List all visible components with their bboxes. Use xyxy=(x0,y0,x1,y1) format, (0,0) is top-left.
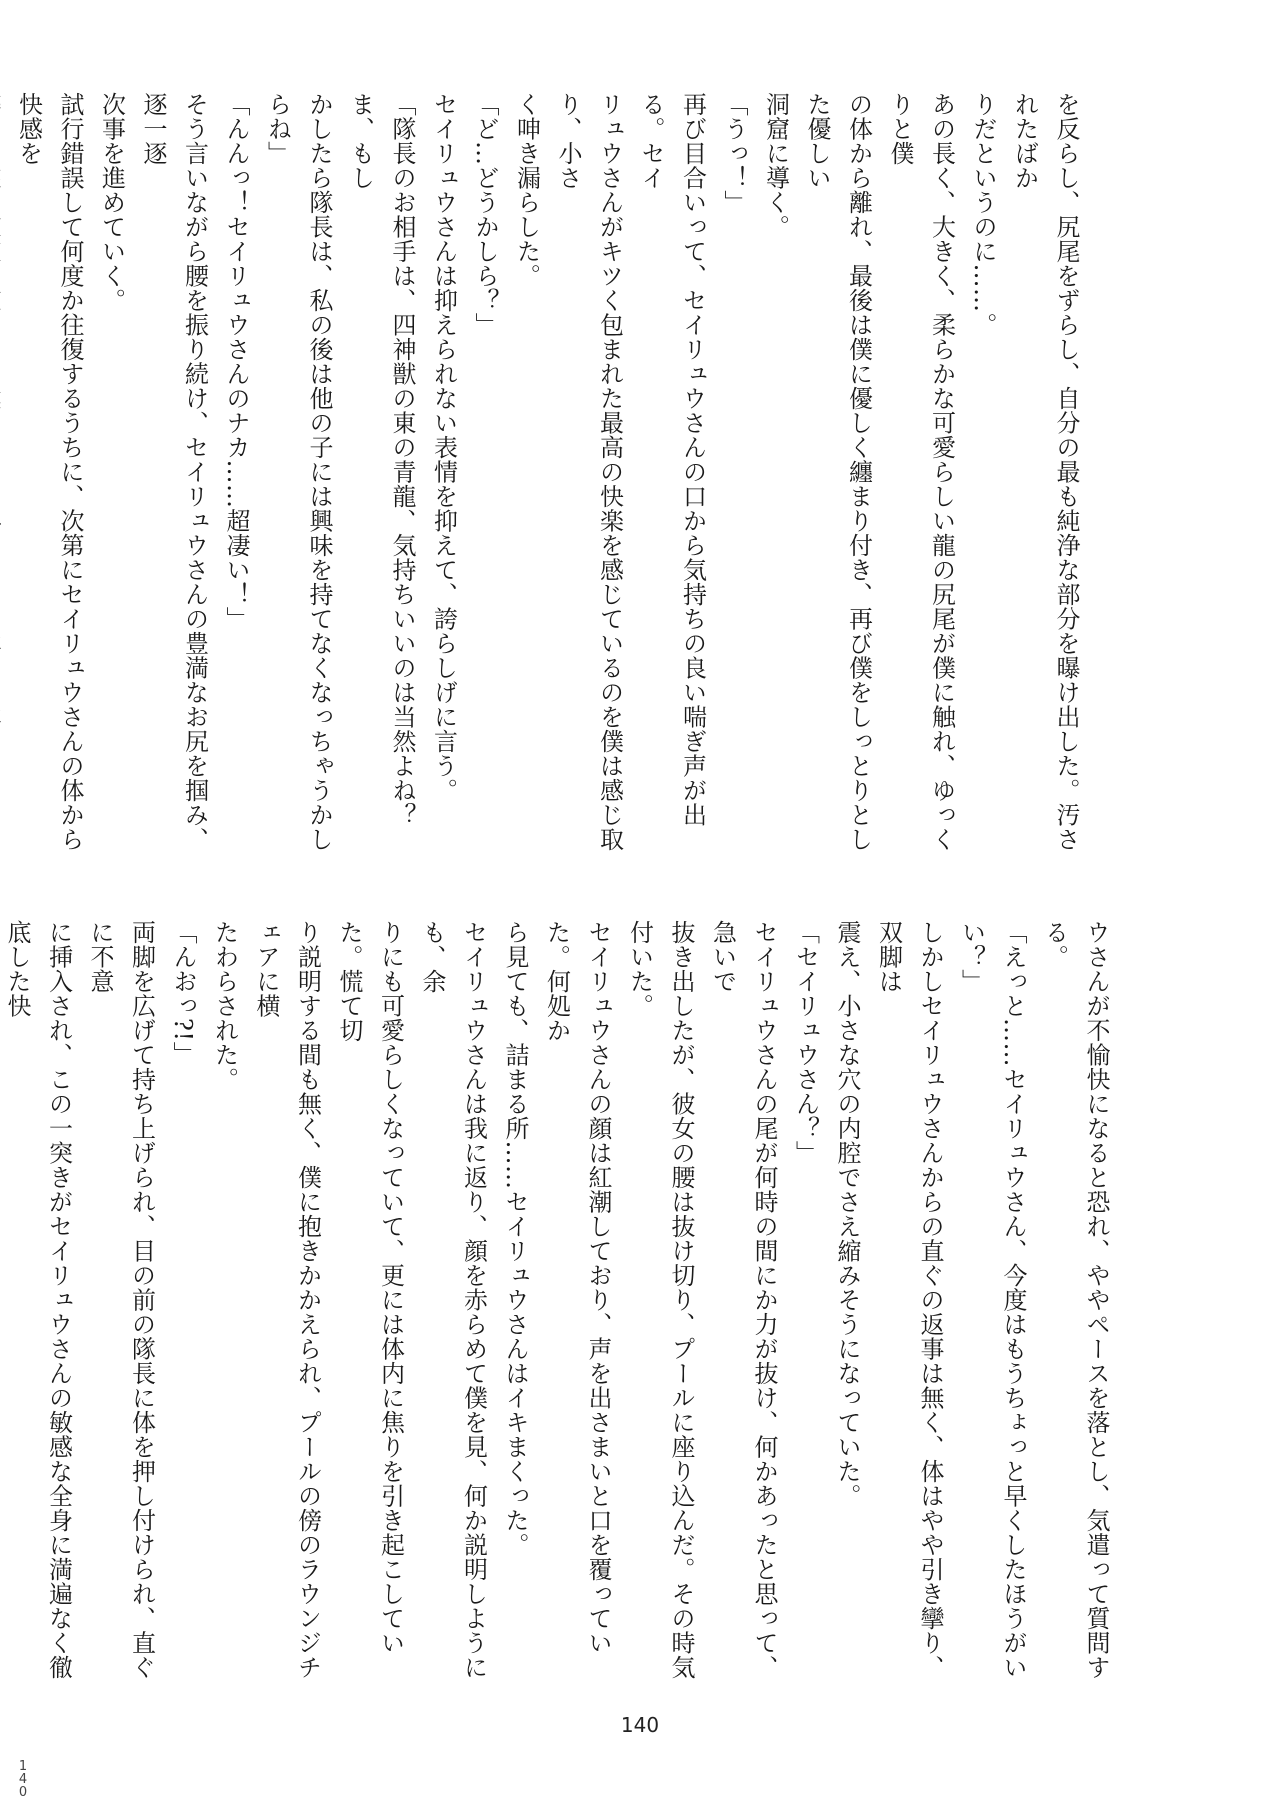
text-line: ら見ても、詰まる所……セイリュウさんはイキまくった。 xyxy=(501,920,529,1557)
text-line: 抜き出したが、彼女の腰は抜け切り、プールに座り込んだ。その時気付いた。 xyxy=(625,920,695,1680)
text-line: リュウさんがキツく包まれた最高の快楽を感じているのを僕は感じ取り、小さ xyxy=(554,92,624,852)
text-block-top xyxy=(14,92,1086,862)
text-line: 「んんっ！セイリュウさんのナカ……超凄い！」 xyxy=(222,92,250,631)
text-line: セイリュウさんの尾が何時の間にか力が抜け、何かあったと思って、急いで xyxy=(708,920,778,1680)
text-line: 両脚を広げて持ち上げられ、目の前の隊長に体を押し付けられ、直ぐに不意 xyxy=(86,920,156,1680)
side-page-digit: 0 xyxy=(18,1785,28,1800)
page-number: 140 xyxy=(620,1713,660,1737)
text-line: 次事を進めていく。 xyxy=(97,92,126,313)
text-line: セイリュウさんは我に返り、顔を赤らめて僕を見、何か説明しようにも、余 xyxy=(418,920,488,1680)
text-line: 「隊長のお相手は、四神獣の東の青龍、気持ちいいのは当然よね？ま、もし xyxy=(346,92,416,827)
text-line: そう言いながら腰を振り続け、セイリュウさんの豊満なお尻を掴み、逐一逐 xyxy=(139,92,209,852)
text-line: セイリュウさんの顔は紅潮しており、声を出さまいと口を覆っていた。何処か xyxy=(542,920,612,1655)
text-line: く呻き漏らした。 xyxy=(512,92,541,288)
side-page-digit: 4 xyxy=(18,1772,28,1787)
text-block-bottom xyxy=(3,920,1116,1685)
text-line: の体から離れ、最後は僕に優しく纏まり付き、再び僕をしっとりとした優しい xyxy=(803,92,873,852)
text-line: を反らし、尻尾をずらし、自分の最も純浄な部分を曝け出した。汚されたばか xyxy=(1010,92,1080,852)
text-line: り説明する間も無く、僕に抱きかかえられ、プールの傍のラウンジチェアに横 xyxy=(252,920,322,1680)
text-line: に挿入され、この一突きがセイリュウさんの敏感な全身に満遍なく徹底した快 xyxy=(3,920,73,1680)
text-line: セイリュウさんは抑えられない表情を抑えて、誇らしげに言う。 xyxy=(429,92,458,803)
side-page-digit: 1 xyxy=(18,1759,28,1774)
text-line: 「セイリュウさん？」 xyxy=(791,920,820,1165)
side-page-number xyxy=(14,1760,32,1799)
text-line: あの長く、大きく、柔らかな可愛らしい龍の尻尾が僕に触れ、ゆっくりと僕 xyxy=(886,92,956,852)
text-line: 「えっと……セイリュウさん、今度はもうちょっと早くしたほうがいい？」 xyxy=(957,920,1027,1680)
text-line: たわらされた。 xyxy=(210,920,239,1092)
text-line: りだというのに……。 xyxy=(969,92,997,337)
text-line: 試行錯誤して何度か往復するうちに、次第にセイリュウさんの体から快感を xyxy=(14,92,84,852)
text-line: りにも可愛らしくなっていて、更には体内に焦りを引き起こしていた。慌て切 xyxy=(335,920,405,1655)
text-line: 再び目合いって、セイリュウさんの口から気持ちの良い喘ぎ声が出る。セイ xyxy=(637,92,707,827)
text-line: ウさんが不愉快になると恐れ、ややペースを落とし、気遣って質問する。 xyxy=(1040,920,1110,1680)
text-line: 洞窟に導く。 xyxy=(761,92,790,239)
text-line: 「んおっ?!」 xyxy=(169,920,197,1067)
text-line: 「うっ！」 xyxy=(720,92,748,215)
text-line xyxy=(0,92,7,862)
text-line: かしたら隊長は、私の後は他の子には興味を持てなくなっちゃうかしらね」 xyxy=(263,92,333,852)
text-line: 「ど…どうかしら？」 xyxy=(471,92,499,337)
text-line: しかしセイリュウさんからの直ぐの返事は無く、体はやや引き攣り、双脚は xyxy=(874,920,944,1680)
text-line: 震え、小さな穴の内腔でさえ縮みそうになっていた。 xyxy=(833,920,861,1508)
